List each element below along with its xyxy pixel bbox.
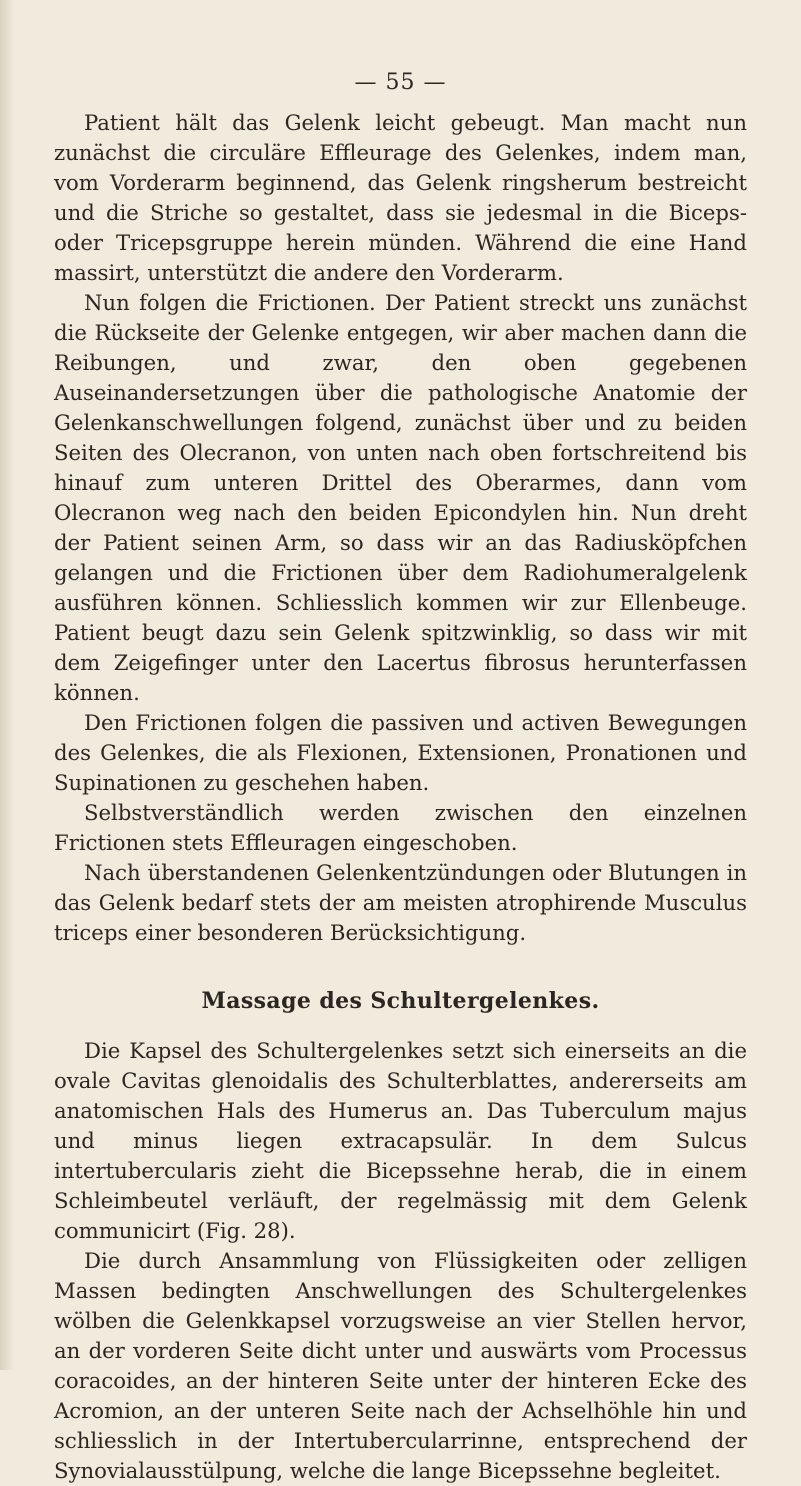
paragraph-bewegungen: Den Frictionen folgen die passiven und activen Bewegungen des Gelenkes, die als Flexionen, Extensionen, Pronationen und Supinationen zu geschehen haben.	[54, 710, 747, 795]
paragraph-triceps: Nach überstandenen Gelenkentzündungen oder Blutungen in das Gelenk bedarf stets der am meisten atrophirende Musculus triceps einer besonderen Berücksichtigung.	[54, 860, 747, 945]
paragraph-kapsel: Die Kapsel des Schultergelenkes setzt sich einerseits an die ovale Cavitas glenoidalis des Schulterblattes, andererseits am anatomischen Hals des Humerus an. Das Tuberculum majus und minus liegen extracapsulär. In dem Sulcus intertubercularis zieht die Bicepssehne herab, die in einem Schleimbeutel verläuft, der regelmässig mit dem Gelenk communicirt (Fig. 28).	[54, 1038, 747, 1243]
paragraph-anschwellungen: Die durch Ansammlung von Flüssigkeiten oder zelligen Massen bedingten Anschwellungen des Schultergelenkes wölben die Gelenkkapsel vorzugsweise an vier Stellen hervor, an der vorderen Seite dicht unter und auswärts vom Processus coracoides, an der hinteren Seite unter der hinteren Ecke des Acromion, an der unteren Seite nach der Achselhöhle hin und schliesslich in der Intertubercularrinne, entsprechend der Synovialausstülpung, welche die lange Bicepssehne begleitet.	[54, 1248, 747, 1483]
paragraph-effleurage: Patient hält das Gelenk leicht gebeugt. Man macht nun zunächst die circuläre Effleurage des Gelenkes, indem man, vom Vorderarm beginnend, das Gelenk ringsherum bestreicht und die Striche so gestaltet, dass sie jedesmal in die Biceps- oder Tricepsgruppe herein münden. Während die eine Hand massirt, unterstützt die andere den Vorderarm.	[54, 110, 747, 285]
paragraph-effleuragen: Selbstverständlich werden zwischen den einzelnen Frictionen stets Effleuragen eingeschoben.	[54, 800, 747, 855]
page-edge-shadow	[0, 0, 14, 1370]
body-text	[54, 108, 747, 1486]
page-number: — 55 —	[354, 70, 447, 95]
section-heading: Massage des Schultergelenkes.	[201, 988, 600, 1014]
paragraph-frictionen: Nun folgen die Frictionen. Der Patient streckt uns zunächst die Rückseite der Gelenke entgegen, wir aber machen dann die Reibungen, und zwar, den oben gegebenen Auseinandersetzungen über die pathologische Anatomie der Gelenkanschwellungen folgend, zunächst über und zu beiden Seiten des Olecranon, von unten nach oben fortschreitend bis hinauf zum unteren Drittel des Oberarmes, dann vom Olecranon weg nach den beiden Epicondylen hin. Nun dreht der Patient seinen Arm, so dass wir an das Radiusköpfchen gelangen und die Frictionen über dem Radiohumeralgelenk ausführen können. Schliesslich kommen wir zur Ellenbeuge. Patient beugt dazu sein Gelenk spitzwinklig, so dass wir mit dem Zeigefinger unter den Lacertus fibrosus herunterfassen können.	[54, 290, 747, 705]
